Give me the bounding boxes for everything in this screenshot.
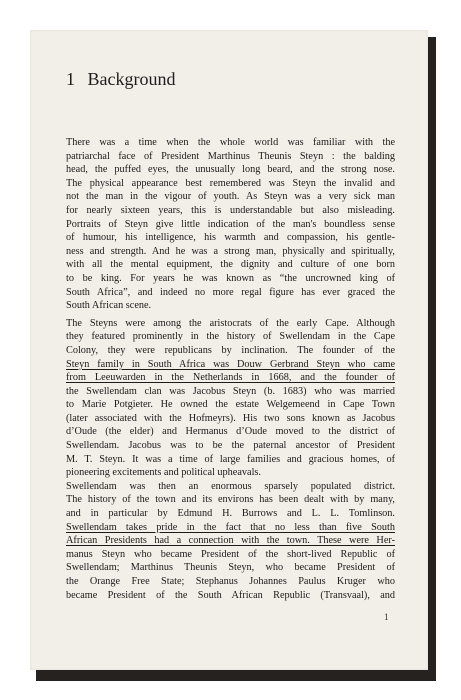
text-line: and in particular by Edmund H. Burrows and L. L. Tomlinson. [66,508,395,520]
text-line: (later associated with the Hofmeyrs). His two sons known as Jacobus [66,412,395,424]
text-line: Swellendam. Jacobus was to be the paternal ancestor of President [66,440,395,452]
text-line: the Swellendam clan was Jacobus Steyn (b. 1683) who was married [66,385,395,397]
chapter-heading [66,69,175,90]
body-text [66,136,395,602]
underlined-line: Steyn family in South Africa was Douw Gerbrand Steyn who came [66,358,395,370]
text-line: The physical appearance best remembered was Steyn the invalid and [66,177,395,189]
text-line: manus Steyn who became President of the short-lived Republic of [66,548,395,560]
text-line: of humour, his intelligence, his warmth and compassion, his gentle- [66,232,395,244]
text-line: Swellendam was then an enormous sparsely populated district. [66,480,395,492]
text-line: became President of the South African Republic (Transvaal), and [66,589,395,601]
text-line: d’Oude (the elder) and Hermanus d’Oude moved to the district of [66,426,395,438]
text-line: to Marie Potgieter. He owned the estate Welgemeend in Cape Town [66,399,395,411]
text-line: for nearly sixteen years, this is understandable but also misleading. [66,204,395,216]
text-line: ness and strength. And he was a strong man, physically and spiritually, [66,245,395,257]
text-line: Portraits of Steyn give little indication of the man's boundless sense [66,218,395,230]
text-line: The history of the town and its environs has been dealt with by many, [66,494,395,506]
text-line: with all the mental equipment, the dignity and culture of one born [66,259,395,271]
paragraph [66,317,395,480]
text-line: pioneering excitements and political upheavals. [66,467,261,479]
text-line: the Orange Free State; Stephanus Johannes Paulus Kruger who [66,576,395,587]
page-number: 1 [384,612,389,622]
paragraph [66,480,395,602]
underlined-line: African Presidents had a connection with the town. These were Her- [66,535,395,547]
text-line: they featured prominently in the history of Swellendam in the Cape [66,331,395,343]
text-line: Swellendam; Marthinus Theunis Steyn, who became President of [66,562,395,574]
chapter-number: 1 [66,69,75,89]
underlined-line: from Leeuwarden in the Netherlands in 1668, and the founder of [66,372,395,384]
text-line: M. T. Steyn. It was a time of large families and gracious homes, of [66,453,395,465]
text-line: There was a time when the whole world was familiar with the [66,137,395,148]
text-line: head, the puffed eyes, the unusually long beard, and the strong nose. [66,164,395,176]
text-line: South Africa”, and indeed no more regal figure has ever graced the [66,286,395,298]
underlined-line: Swellendam takes pride in the fact that no less than five South [66,521,395,533]
text-line: Colony, they were republicans by inclination. The founder of the [66,344,395,356]
text-line: The Steyns were among the aristocrats of the early Cape. Although [66,317,395,329]
chapter-title: Background [87,69,176,89]
text-line: patriarchal face of President Marthinus Theunis Steyn : the balding [66,150,395,162]
text-line: not the man in the vigour of youth. As Steyn was a very sick man [66,191,395,203]
text-line: to be king. For years he was known as “the uncrowned king of [66,272,395,284]
text-line: South African scene. [66,300,152,312]
paragraph [66,136,395,313]
